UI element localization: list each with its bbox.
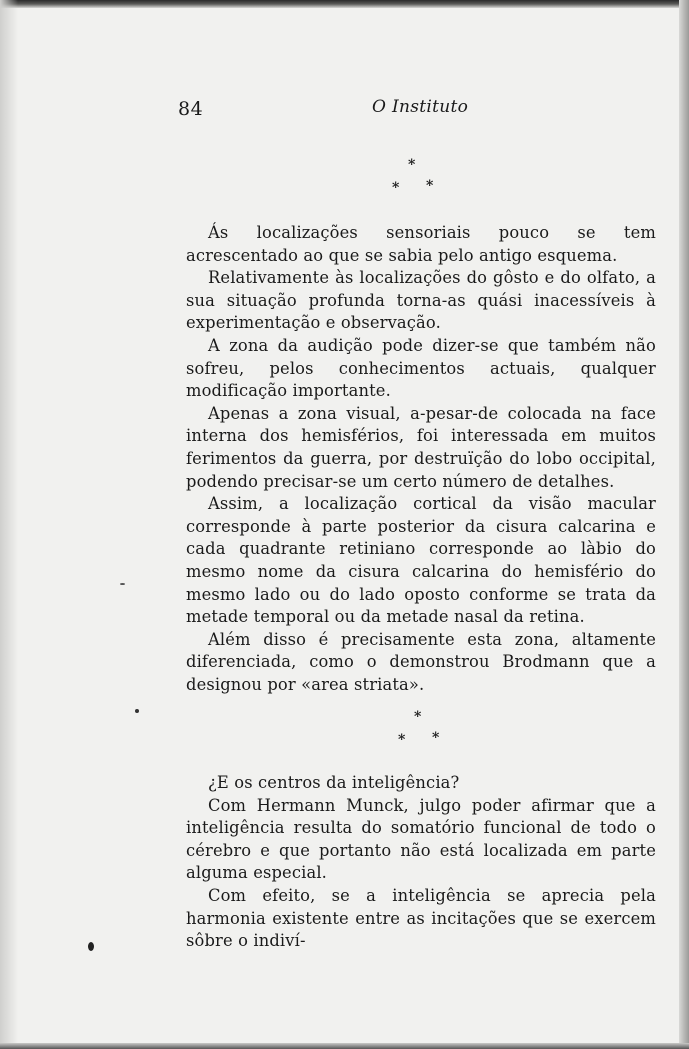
asterism-star: *: [432, 730, 440, 746]
paragraph: A zona da audição pode dizer-se que também não sofreu, pelos conhecimentos actuais, qualquer modificação importante.: [186, 335, 656, 401]
asterism-star: *: [414, 709, 422, 725]
section-intelligence-centers: [186, 772, 656, 953]
page-right-edge: [679, 0, 689, 1049]
asterism-star: *: [392, 180, 400, 196]
page-number: 84: [178, 98, 204, 120]
asterism-star: *: [408, 157, 416, 173]
page-bottom-edge: [0, 1043, 689, 1049]
ink-speck: [135, 709, 139, 713]
ink-speck: [120, 583, 125, 585]
ink-blot: [88, 942, 94, 951]
paragraph: Com efeito, se a inteligência se aprecia pela harmonia existente entre as incitações que se exercem sôbre o indiví-: [186, 885, 656, 951]
section-sensory-localizations: [186, 222, 656, 696]
paragraph: Ás localizações sensoriais pouco se tem acrescentado ao que se sabia pelo antigo esquema.: [186, 223, 656, 265]
page-top-edge: [0, 0, 689, 8]
paragraph: Relativamente às localizações do gôsto e do olfato, a sua situação profunda torna-as quási inacessíveis à experimentação e observação.: [186, 268, 656, 333]
paragraph: Apenas a zona visual, a-pesar-de colocada na face interna dos hemisférios, foi interessada em muitos ferimentos da guerra, por destruïção do lobo occipital, podendo precisar-se um certo número de detalhes.: [186, 403, 656, 491]
running-title: O Instituto: [372, 97, 469, 117]
page-gutter-shadow: [0, 0, 18, 1049]
paragraph: Assim, a localização cortical da visão macular corresponde à parte posterior da cisura calcarina e cada quadrante retiniano corresponde ao làbio do mesmo nome da cisura calcarina do hemisfério do mesmo lado ou do lado oposto conforme se trata da metade temporal ou da metade nasal da retina.: [186, 494, 656, 627]
asterism-star: *: [426, 178, 434, 194]
paragraph: Além disso é precisamente esta zona, altamente diferenciada, como o demonstrou Brodmann que a designou por «area striata».: [186, 629, 656, 694]
asterism-star: *: [398, 732, 406, 748]
paragraph: Com Hermann Munck, julgo poder afirmar que a inteligência resulta do somatório funcional de todo o cérebro e que portanto não está localizada em parte alguma especial.: [186, 795, 656, 883]
paragraph: ¿E os centros da inteligência?: [208, 773, 460, 792]
